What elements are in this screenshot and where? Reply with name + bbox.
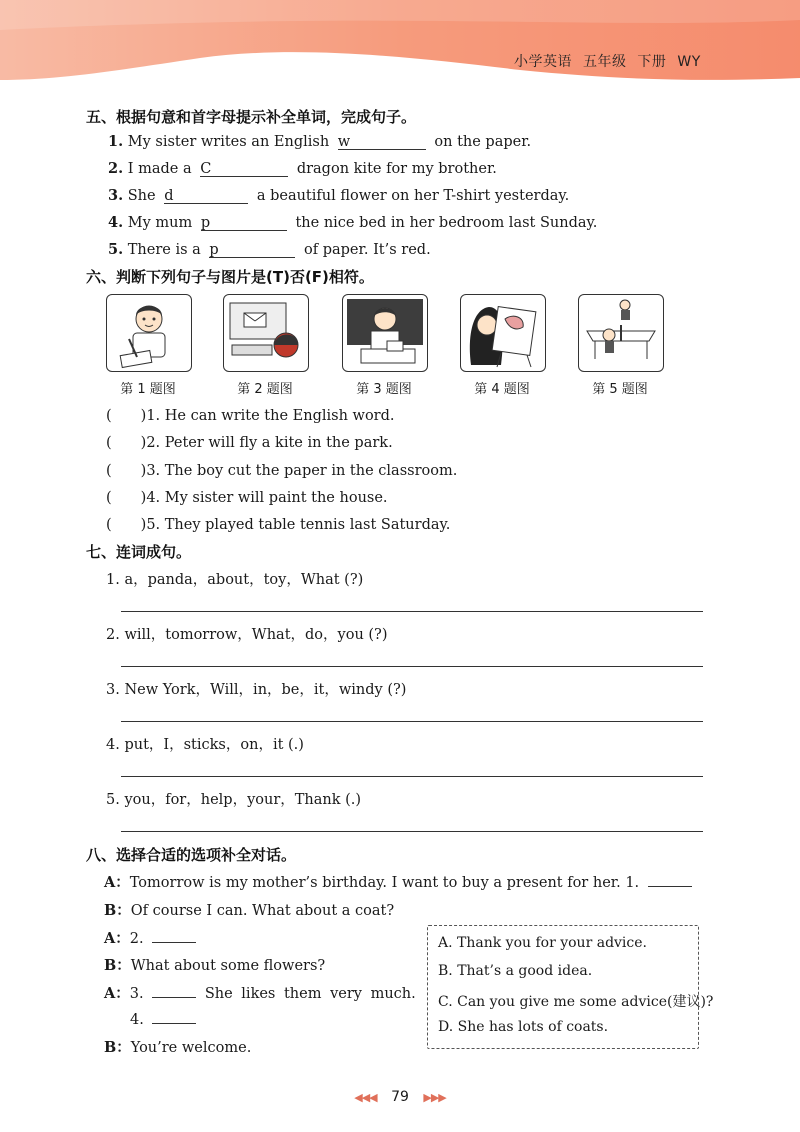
header-grade: 五年级 — [582, 54, 627, 70]
s7-item-2: 2. will，tomorrow，What，do，you (?) — [106, 627, 388, 643]
dialogue-line-1: A：Tomorrow is my mother’s birthday. I want to buy a present for her. 1. — [104, 871, 696, 892]
s7-answer-line-1[interactable] — [121, 611, 703, 612]
section7-title: 七、连词成句。 — [86, 543, 192, 561]
prev-arrows-icon: ◀◀◀ — [354, 1091, 377, 1104]
boy-writing-illustration — [107, 295, 191, 371]
picture-5 — [578, 294, 664, 372]
s6-item-4[interactable]: ( )4. My sister will paint the house. — [106, 490, 388, 506]
boy-cutting-illustration — [343, 295, 427, 371]
section6-title: 六、判断下列句子与图片是(T)否(F)相符。 — [86, 268, 374, 286]
s6-item-2[interactable]: ( )2. Peter will fly a kite in the park. — [106, 435, 393, 451]
s6-item-5[interactable]: ( )5. They played table tennis last Saturday. — [106, 517, 451, 533]
s6-item-3[interactable]: ( )3. The boy cut the paper in the classroom. — [106, 463, 458, 479]
picture-1 — [106, 294, 192, 372]
dialogue-line-5: A：3. She likes them very much. — [104, 982, 416, 1003]
s7-answer-line-3[interactable] — [121, 721, 703, 722]
s5-blank-4[interactable]: p — [201, 215, 287, 231]
s7-item-5: 5. you，for，help，your，Thank (.) — [106, 792, 362, 808]
s7-item-4: 4. put，I，sticks，on，it (.) — [106, 737, 304, 753]
s5-item-5: 5. There is a p of paper. It’s red. — [108, 241, 431, 258]
options-box — [427, 925, 714, 1049]
dialogue-line-2: B：Of course I can. What about a coat? — [104, 902, 395, 919]
picture-2 — [223, 294, 309, 372]
header-title — [514, 51, 701, 71]
s7-item-1: 1. a，panda，about，toy，What (?) — [106, 572, 364, 588]
header-band — [0, 0, 800, 90]
option-b[interactable]: B. That’s a good idea. — [438, 963, 593, 979]
s5-blank-5[interactable]: p — [209, 242, 295, 258]
s5-item-1: 1. My sister writes an English w on the paper. — [108, 133, 532, 150]
picture-label-3: 第 3 题图 — [356, 382, 412, 397]
s7-answer-line-5[interactable] — [121, 831, 703, 832]
table-tennis-illustration — [579, 295, 663, 371]
dialogue-blank-1[interactable] — [648, 871, 692, 887]
dialogue-blank-3[interactable] — [152, 982, 196, 998]
s5-item-3: 3. She d a beautiful flower on her T-shirt yesterday. — [108, 187, 570, 204]
picture-label-2: 第 2 题图 — [237, 382, 293, 397]
s7-answer-line-4[interactable] — [121, 776, 703, 777]
header-edition: WY — [677, 54, 701, 70]
s7-item-3: 3. New York，Will，in，be，it，windy (?) — [106, 682, 407, 698]
option-d[interactable]: D. She has lots of coats. — [438, 1019, 609, 1035]
dialogue-line-7: B：You’re welcome. — [104, 1039, 252, 1056]
computer-illustration — [224, 295, 308, 371]
picture-label-5: 第 5 题图 — [592, 382, 648, 397]
header-volume: 下册 — [637, 54, 667, 70]
next-arrows-icon: ▶▶▶ — [423, 1091, 446, 1104]
header-subject: 小学英语 — [514, 54, 572, 70]
picture-label-4: 第 4 题图 — [474, 382, 530, 397]
picture-4 — [460, 294, 546, 372]
page-footer — [0, 1089, 800, 1105]
dialogue-blank-2[interactable] — [152, 927, 196, 943]
option-c[interactable]: C. Can you give me some advice(建议)? — [438, 994, 714, 1010]
s5-blank-1[interactable]: w — [338, 134, 426, 150]
picture-3 — [342, 294, 428, 372]
option-a[interactable]: A. Thank you for your advice. — [438, 935, 647, 951]
dialogue-blank-4[interactable] — [152, 1008, 196, 1024]
section5-title: 五、根据句意和首字母提示补全单词，完成句子。 — [86, 108, 417, 126]
section8-title: 八、选择合适的选项补全对话。 — [86, 846, 297, 864]
dialogue-line-3: A：2. — [104, 927, 200, 948]
s6-item-1[interactable]: ( )1. He can write the English word. — [106, 408, 395, 424]
page-number: 79 — [391, 1089, 409, 1105]
s5-blank-3[interactable]: d — [164, 188, 248, 204]
s5-item-2: 2. I made a C dragon kite for my brother. — [108, 160, 497, 177]
dialogue-line-6: 4. — [130, 1008, 200, 1028]
picture-label-1: 第 1 题图 — [120, 382, 176, 397]
s5-blank-2[interactable]: C — [200, 161, 288, 177]
s5-item-4: 4. My mum p the nice bed in her bedroom last Sunday. — [108, 214, 598, 231]
dialogue-line-4: B：What about some flowers? — [104, 957, 326, 974]
girl-painting-illustration — [461, 295, 545, 371]
s7-answer-line-2[interactable] — [121, 666, 703, 667]
